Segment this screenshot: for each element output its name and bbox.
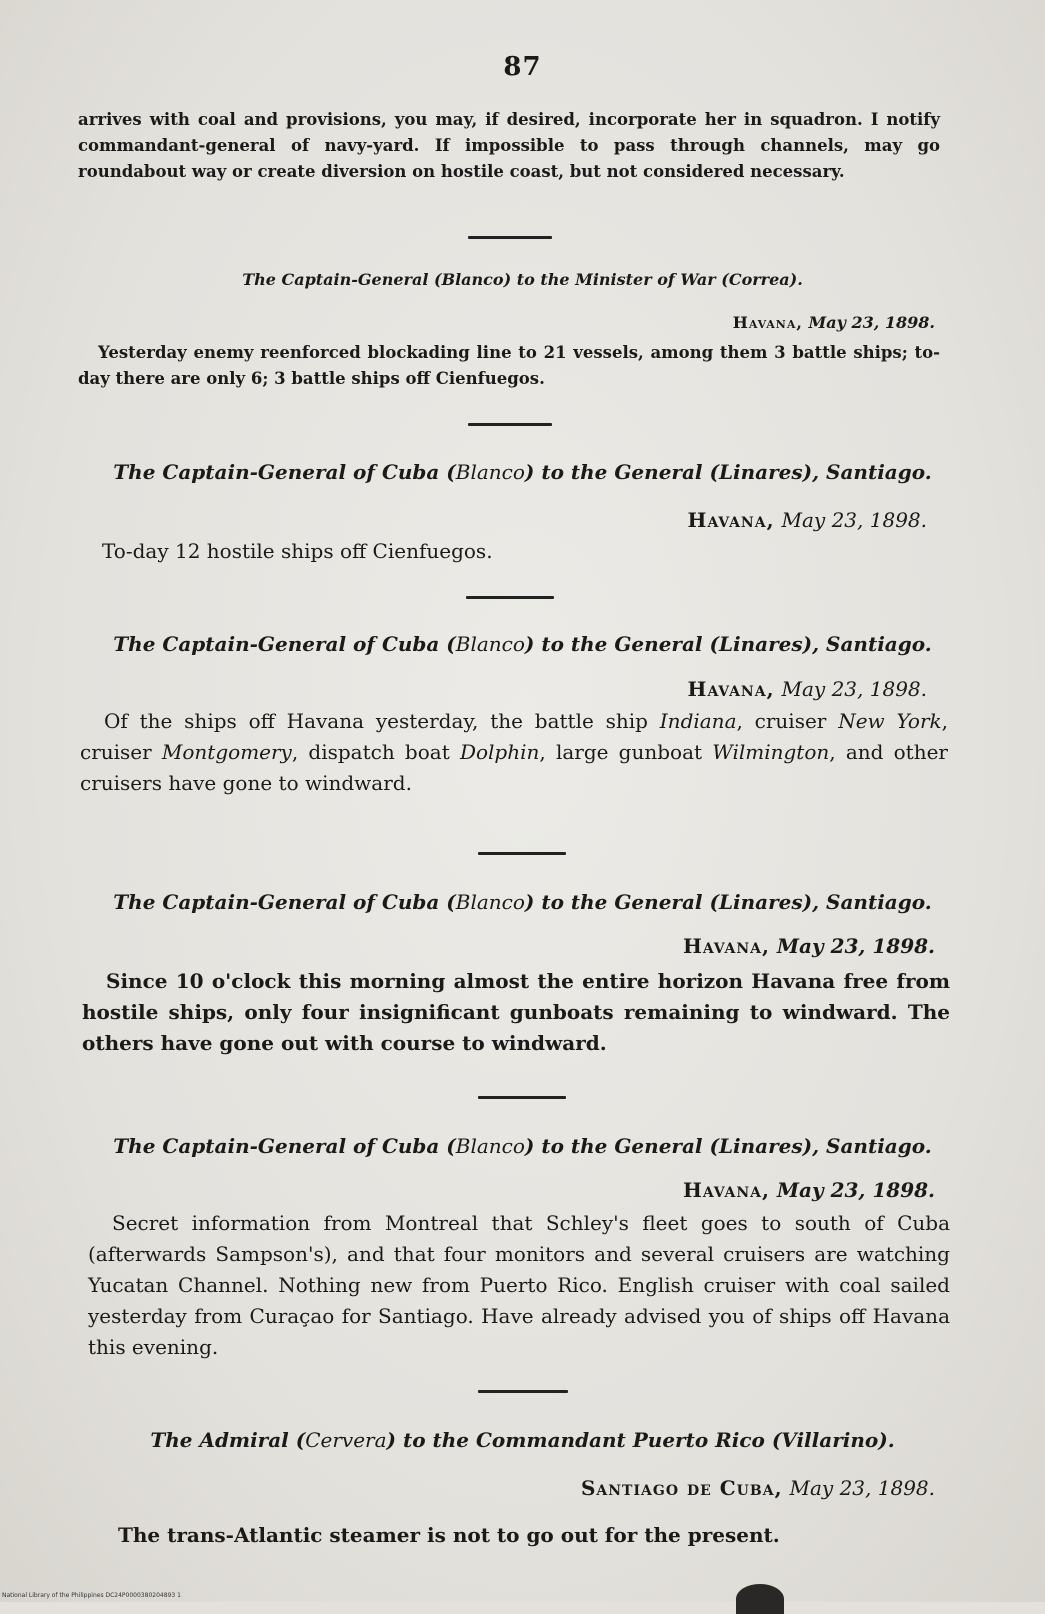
section-2-text: To-day 12 hostile ships off Cienfuegos. [102, 539, 493, 563]
header-lead: The Captain-General of Cuba ( [113, 632, 456, 656]
recipient-name: Linares [718, 1134, 803, 1158]
section-3-header [0, 632, 1045, 656]
sender-name: Blanco [455, 632, 525, 656]
section-1-header: The Captain-General (Blanco) to the Minister of War (Correa). [242, 270, 803, 289]
dateline-date: May 23, 1898. [776, 1178, 935, 1202]
page-number: 87 [503, 52, 542, 82]
sender-name: Blanco [455, 1134, 525, 1158]
body-text: , large gunboat [539, 740, 713, 764]
header-tail: ), Santiago. [802, 632, 932, 656]
section-3-dateline [688, 677, 927, 701]
section-divider [478, 852, 566, 855]
body-text: , dispatch boat [291, 740, 460, 764]
header-lead: The Captain-General of Cuba ( [113, 1134, 456, 1158]
section-3-text [80, 706, 948, 799]
dateline-place: Havana, [687, 677, 775, 701]
ship-name: New York [838, 709, 942, 733]
section-2-dateline [688, 508, 927, 532]
section-5-dateline [683, 1178, 935, 1202]
recipient-name: Villarino [781, 1428, 879, 1452]
scan-artifact [736, 1584, 784, 1614]
dateline-date: May 23, 1898. [781, 508, 927, 532]
dateline-date: May 23, 1898. [776, 934, 935, 958]
header-tail: ). [878, 1428, 895, 1452]
library-footer: National Library of the Philippines DC24P0000380204893 1 [2, 1592, 181, 1599]
section-4-body [82, 966, 950, 1059]
header-middle: ) to the Commandant Puerto Rico ( [386, 1428, 782, 1452]
dateline-date: May 23, 1898. [808, 313, 935, 332]
recipient-name: Linares [718, 632, 803, 656]
header-lead: The Captain-General of Cuba ( [113, 890, 456, 914]
section-divider [468, 236, 552, 239]
ship-name: Wilmington [712, 740, 830, 764]
section-divider [466, 596, 554, 599]
dateline-place: Havana, [732, 313, 803, 332]
header-middle: ) to the General ( [524, 632, 719, 656]
ship-name: Indiana [659, 709, 737, 733]
dateline-place: Santiago de Cuba, [580, 1476, 783, 1500]
dateline-place: Havana, [687, 508, 775, 532]
header-middle: ) to the General ( [524, 460, 719, 484]
header-lead: The Admiral ( [150, 1428, 306, 1452]
dateline-date: May 23, 1898. [781, 677, 927, 701]
recipient-name: Linares [718, 890, 803, 914]
intro-text: arrives with coal and provisions, you may, if desired, incorporate her in squadron. I notify commandant-general of navy-yard. If impossible to pass through channels, may go roundabout way or create diversion on hostile coast, but not considered necessary. [78, 110, 940, 181]
section-5-text: Secret information from Montreal that Schley's fleet goes to south of Cuba (afterwards Sampson's), and that four monitors and several cruisers are watching Yucatan Channel. Nothing new from Puerto Rico. English cruiser with coal sailed yesterday from Curaçao for Santiago. Have already advised you of ships off Havana this evening. [88, 1211, 950, 1359]
header-lead: The Captain-General of Cuba ( [113, 460, 456, 484]
header-tail: ), Santiago. [802, 890, 932, 914]
section-3-body [80, 706, 948, 799]
section-4-dateline [683, 934, 935, 958]
body-text: Of the ships off Havana yesterday, the battle ship [104, 709, 660, 733]
section-4-header [0, 890, 1045, 914]
body-text: , cruiser [736, 709, 839, 733]
section-divider [478, 1390, 568, 1393]
section-divider [468, 423, 552, 426]
ship-name: Montgomery [161, 740, 292, 764]
recipient-name: Linares [718, 460, 803, 484]
intro-paragraph [78, 107, 940, 185]
section-6-dateline [581, 1476, 935, 1500]
section-2-header [0, 460, 1045, 484]
sender-name: Blanco [455, 890, 525, 914]
section-1-dateline [733, 313, 935, 332]
section-2-body [102, 536, 932, 566]
header-middle: ) to the General ( [524, 1134, 719, 1158]
section-4-text: Since 10 o'clock this morning almost the entire horizon Havana free from hostile ships, only four insignificant gunboats remaining to windward. The others have gone out with course to windward. [82, 969, 950, 1055]
body-text: , cruiser [80, 709, 948, 764]
dateline-place: Havana, [682, 1178, 770, 1202]
section-6-body [118, 1520, 948, 1550]
dateline-date: May 23, 1898. [789, 1476, 935, 1500]
dateline-place: Havana, [682, 934, 770, 958]
section-1-body [78, 340, 940, 392]
section-6-text: The trans-Atlantic steamer is not to go out for the present. [118, 1523, 780, 1547]
header-tail: ), Santiago. [802, 460, 932, 484]
section-5-body [88, 1208, 950, 1363]
section-divider [478, 1096, 566, 1099]
sender-name: Blanco [455, 460, 525, 484]
section-6-header [0, 1428, 1045, 1452]
ship-name: Dolphin [459, 740, 540, 764]
body-text: , and other cruisers have gone to windward. [80, 740, 948, 795]
header-tail: ), Santiago. [802, 1134, 932, 1158]
header-middle: ) to the General ( [524, 890, 719, 914]
section-5-header [0, 1134, 1045, 1158]
sender-name: Cervera [305, 1428, 387, 1452]
section-1-text: Yesterday enemy reenforced blockading line to 21 vessels, among them 3 battle ships; to-day there are only 6; 3 battle ships off Cienfuegos. [78, 343, 940, 388]
